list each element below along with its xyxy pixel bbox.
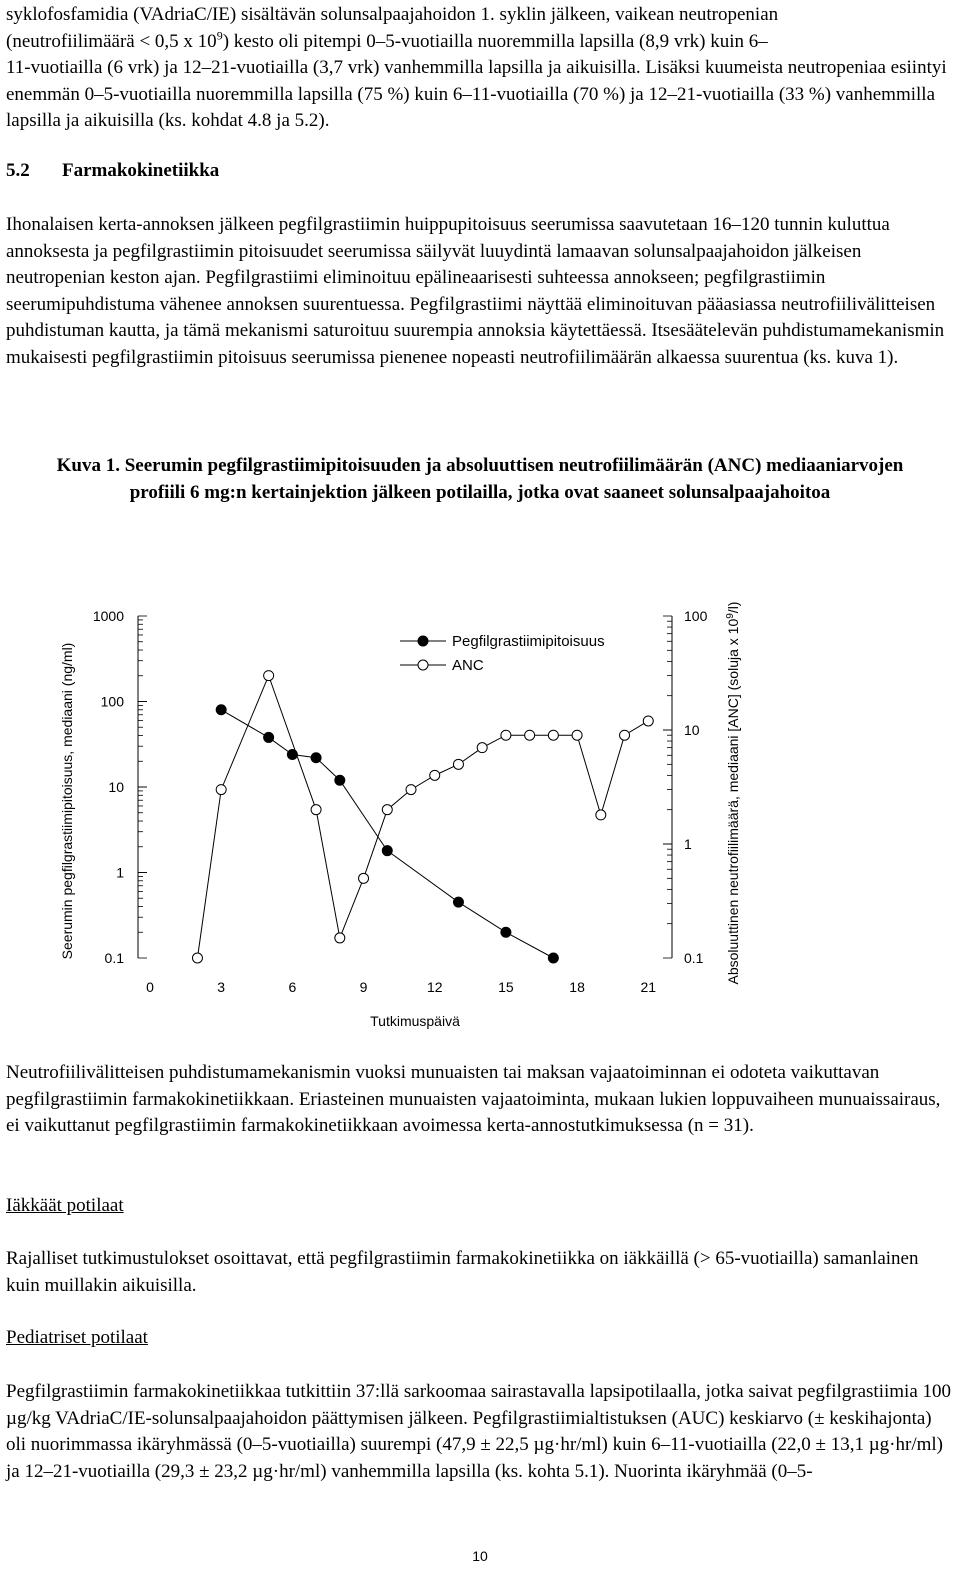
- anc-point: [548, 730, 558, 740]
- left-tick-label: 100: [100, 693, 124, 710]
- intro-superscript: 9: [216, 28, 223, 43]
- right-tick-label: 0.1: [684, 950, 704, 966]
- anc-point: [525, 730, 535, 740]
- intro-line-2b: ) kesto oli pitempi 0–5-vuotiailla nuoremmilla lapsilla (8,9 vrk) kuin 6–: [222, 30, 768, 52]
- series-line-anc: [197, 676, 648, 958]
- left-axis-label: Seerumin pegfilgrastiimipitoisuus, mediaani (ng/ml): [59, 642, 75, 960]
- anc-point: [501, 730, 511, 740]
- legend-marker: [418, 660, 428, 670]
- page-number: 10: [472, 1548, 488, 1564]
- section-heading: [6, 158, 219, 184]
- legend-marker: [418, 636, 428, 646]
- legend-label: Pegfilgrastiimipitoisuus: [452, 633, 605, 650]
- pediatric-paragraph: Pegfilgrastiimin farmakokinetiikkaa tutkittiin 37:llä sarkoomaa sairastavalla lapsipotilaalla, jotka saivat pegfilgrastiimia 100 µg/kg VAdriaC/IE-solunsalpaajahoidon päättymisen jälkeen. Pegfilgrastiimialtistuksen (AUC) keskiarvo (± keskihajonta) oli nuorimmassa ikäryhmässä (0–5-vuotiailla) suurempi (47,9 ± 22,5 µg·hr/ml) kuin 6–11-vuotiailla (22,0 ± 13,1 µg·hr/ml) ja 12–21-vuotiailla (29,3 ± 23,2 µg·hr/ml) vanhemmilla lapsilla (ks. kohta 5.1). Nuorinta ikäryhmää (0–5-: [6, 1381, 951, 1482]
- anc-point: [216, 785, 226, 795]
- figure-caption: Kuva 1. Seerumin pegfilgrastiimipitoisuuden ja absoluuttisen neutrofiilimäärän (ANC) mediaaniarvojen profiili 6 mg:n kertainjektion jälkeen potilailla, jotka ovat saaneet solunsalpaajahoitoa: [56, 455, 904, 503]
- anc-point: [264, 671, 274, 681]
- elderly-heading: Iäkkäät potilaat: [6, 1195, 124, 1216]
- anc-point: [572, 730, 582, 740]
- anc-point: [311, 805, 321, 815]
- pegfilgrastim-point: [382, 846, 392, 856]
- pegfilgrastim-point: [548, 953, 558, 963]
- anc-point: [430, 770, 440, 780]
- right-tick-label: 1: [684, 836, 692, 852]
- intro-rest: 11-vuotiailla (6 vrk) ja 12–21-vuotiailla (3,7 vrk) vanhemmilla lapsilla ja aikuisilla. Lisäksi kuumeista neutropeniaa esiintyi enemmän 0–5-vuotiailla nuoremmilla lapsilla (75 %) kuin 6–11-vuotiailla (70 %) ja 12–21-vuotiailla (33 %) vanhemmilla lapsilla ja aikuisilla (ks. kohdat 4.8 ja 5.2).: [6, 57, 947, 131]
- x-tick-label: 3: [217, 979, 226, 995]
- series-line-pegfilgrastim: [221, 710, 553, 958]
- anc-point: [382, 805, 392, 815]
- left-tick-label: 0.1: [104, 950, 124, 966]
- intro-line-1: syklofosfamidia (VAdriaC/IE) sisältävän solunsalpaajahoidon 1. syklin jälkeen, vaikean neutropenian: [6, 4, 779, 25]
- x-tick-label: 12: [426, 979, 443, 995]
- anc-point: [359, 873, 369, 883]
- section-title: Farmakokinetiikka: [62, 160, 220, 181]
- anc-point: [192, 953, 202, 963]
- right-tick-label: 10: [684, 722, 700, 738]
- x-tick-label: 15: [498, 979, 514, 995]
- right-axis-label: Absoluuttinen neutrofiilimäärä, mediaani [ANC] (soluja x $10^9/l$): [725, 601, 741, 985]
- chart-series: [192, 671, 653, 963]
- anc-point: [453, 759, 463, 769]
- chart-axes: [59, 602, 741, 1029]
- intro-line-2a: (neutrofiilimäärä < 0,5 x 10: [6, 30, 217, 52]
- pharmacokinetics-paragraph: Ihonalaisen kerta-annoksen jälkeen pegfilgrastiimin huippupitoisuus seerumissa saavutetaan 16–120 tunnin kuluttua annoksesta ja pegfilgrastiimin pitoisuudet seerumissa säilyvät luuydintä lamaavan solunsalpaajahoidon jälkeisen neutropenian keston ajan. Pegfilgrastiimi eliminoituu epälineaarisesti suhteessa annokseen; pegfilgrastiimin seerumipuhdistuma vähenee annoksen suurentuessa. Pegfilgrastiimi näyttää eliminoituvan pääasiassa neutrofiilivälitteisen puhdistuman kautta, ja tämä mekanismi saturoituu suurempia annoksia käytettäessä. Itsesäätelevän puhdistumamekanismin mukaisesti pegfilgrastiimin pitoisuus seerumissa pienenee nopeasti neutrofiilimäärän alkaessa suurentua (ks. kuva 1).: [6, 214, 945, 368]
- right-tick-label: 100: [684, 608, 708, 624]
- anc-point: [477, 743, 487, 753]
- left-tick-label: 10: [108, 779, 124, 795]
- pk-chart: [0, 540, 960, 1040]
- pegfilgrastim-point: [335, 775, 345, 785]
- elderly-paragraph: Rajalliset tutkimustulokset osoittavat, että pegfilgrastiimin farmakokinetiikka on iäkkäillä (> 65-vuotiailla) samanlainen kuin muillakin aikuisilla.: [6, 1248, 919, 1296]
- pegfilgrastim-point: [264, 732, 274, 742]
- anc-point: [596, 810, 606, 820]
- intro-paragraph: [6, 2, 954, 135]
- pediatric-heading: Pediatriset potilaat: [6, 1327, 148, 1348]
- anc-point: [620, 730, 630, 740]
- left-tick-label: 1000: [92, 608, 124, 624]
- x-tick-label: 18: [569, 979, 585, 995]
- pegfilgrastim-point: [501, 927, 511, 937]
- renal-paragraph: Neutrofiilivälitteisen puhdistumamekanismin vuoksi munuaisten tai maksan vajaatoiminnan ei odoteta vaikuttavan pegfilgrastiimin farmakokinetiikkaan. Eriasteinen munuaisten vajaatoiminta, mukaan lukien loppuvaiheen munuaissairaus, ei vaikuttanut pegfilgrastiimin farmakokinetiikkaan avoimessa kerta-annostutkimuksessa (n = 31).: [6, 1062, 941, 1136]
- x-tick-label: 9: [359, 979, 368, 995]
- x-axis-label: Tutkimuspäivä: [370, 1013, 460, 1029]
- anc-point: [335, 933, 345, 943]
- x-tick-label: 21: [640, 979, 657, 995]
- pegfilgrastim-point: [453, 897, 463, 907]
- anc-point: [406, 785, 416, 795]
- section-number: 5.2: [6, 160, 30, 181]
- pegfilgrastim-point: [311, 753, 321, 763]
- legend-label: ANC: [452, 657, 484, 674]
- pegfilgrastim-point: [287, 749, 297, 759]
- anc-point: [643, 716, 653, 726]
- x-tick-label: 0: [146, 979, 154, 995]
- x-tick-label: 6: [288, 979, 297, 995]
- pegfilgrastim-point: [216, 705, 226, 715]
- chart-legend: [400, 633, 605, 674]
- left-tick-label: 1: [116, 864, 124, 881]
